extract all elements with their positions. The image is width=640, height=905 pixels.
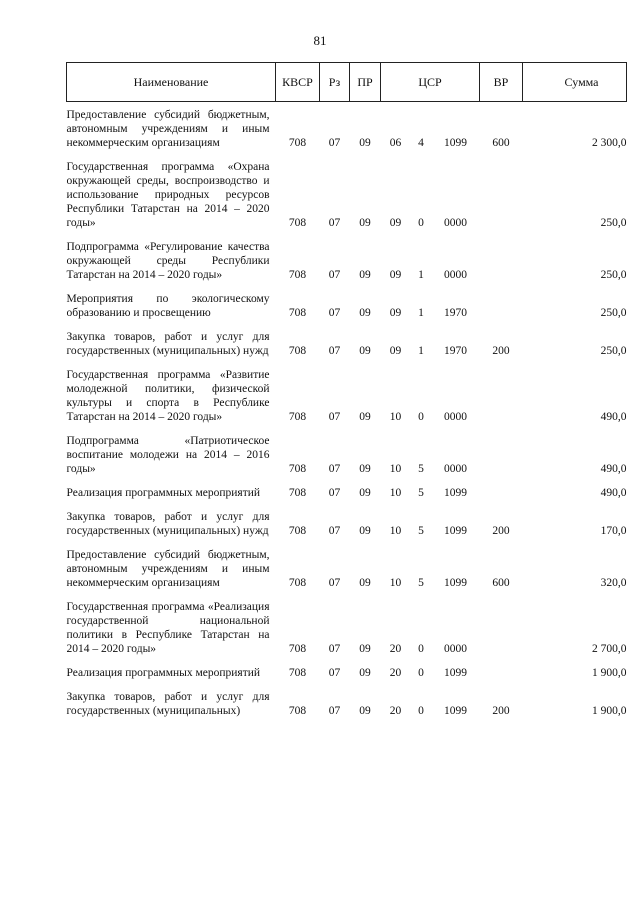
row-vr: 600 xyxy=(492,577,510,589)
table-row xyxy=(67,428,627,480)
row-pr: 09 xyxy=(359,345,371,357)
row-pr: 09 xyxy=(359,577,371,589)
row-vr xyxy=(480,362,523,428)
table-row xyxy=(67,362,627,428)
row-rz: 07 xyxy=(328,463,341,475)
table-header-row xyxy=(67,63,627,102)
row-sum: 1 900,0 xyxy=(592,667,627,679)
row-vr xyxy=(480,154,523,234)
row-csr-program: 09 xyxy=(389,307,402,319)
row-vr xyxy=(480,286,523,324)
row-csr-direction: 1099 xyxy=(444,577,467,589)
row-vr xyxy=(480,234,523,286)
row-vr: 600 xyxy=(492,137,510,149)
row-rz: 07 xyxy=(328,667,341,679)
row-kvsr: 708 xyxy=(288,525,307,537)
table-row xyxy=(67,594,627,660)
row-kvsr: 708 xyxy=(288,411,307,423)
row-csr-subprogram: 1 xyxy=(418,307,424,319)
table-row xyxy=(67,542,627,594)
row-csr-direction: 1099 xyxy=(444,487,467,499)
row-pr: 09 xyxy=(359,463,371,475)
row-vr: 200 xyxy=(492,705,510,717)
table-row xyxy=(67,102,627,155)
row-sum: 2 300,0 xyxy=(592,137,627,149)
header-name: Наименование xyxy=(67,63,276,102)
row-csr-subprogram: 1 xyxy=(418,269,424,281)
row-csr-direction: 1099 xyxy=(444,667,467,679)
row-rz: 07 xyxy=(328,217,341,229)
row-kvsr: 708 xyxy=(288,643,307,655)
row-pr: 09 xyxy=(359,487,371,499)
row-csr-direction: 0000 xyxy=(444,411,467,423)
row-name: Подпрограмма «Патриотическое воспитание молодежи на 2014 – 2016 годы» xyxy=(66,435,270,475)
row-name: Реализация программных мероприятий xyxy=(66,667,261,679)
row-name: Реализация программных мероприятий xyxy=(66,487,261,499)
row-kvsr: 708 xyxy=(288,667,307,679)
row-csr-subprogram: 5 xyxy=(418,525,424,537)
row-rz: 07 xyxy=(328,345,341,357)
row-sum: 490,0 xyxy=(600,463,627,475)
row-csr-direction: 0000 xyxy=(444,269,467,281)
row-kvsr: 708 xyxy=(288,577,307,589)
row-kvsr: 708 xyxy=(288,463,307,475)
row-pr: 09 xyxy=(359,705,371,717)
row-csr-program: 10 xyxy=(389,411,402,423)
row-pr: 09 xyxy=(359,411,371,423)
table-row xyxy=(67,684,627,722)
row-csr-subprogram: 5 xyxy=(418,463,424,475)
row-name: Предоставление субсидий бюджетным, автономным учреждениям и иным некоммерческим организациям xyxy=(66,109,270,149)
row-rz: 07 xyxy=(328,525,341,537)
row-sum: 490,0 xyxy=(600,411,627,423)
row-csr-direction: 1099 xyxy=(444,705,467,717)
row-name: Закупка товаров, работ и услуг для государственных (муниципальных) нужд xyxy=(66,511,270,537)
row-sum: 250,0 xyxy=(600,345,627,357)
row-rz: 07 xyxy=(328,137,341,149)
row-csr-program: 20 xyxy=(389,705,402,717)
table-row xyxy=(67,154,627,234)
row-csr-direction: 0000 xyxy=(444,463,467,475)
row-csr-subprogram: 0 xyxy=(418,705,424,717)
row-csr-program: 10 xyxy=(389,487,402,499)
row-csr-program: 09 xyxy=(389,345,402,357)
row-name: Мероприятия по экологическому образованию и просвещению xyxy=(66,293,270,319)
row-csr-subprogram: 0 xyxy=(418,643,424,655)
row-pr: 09 xyxy=(359,525,371,537)
table-row xyxy=(67,286,627,324)
row-name: Государственная программа «Охрана окружающей среды, воспроизводство и использование природных ресурсов Республики Татарстан на 2014 – 2020 годы» xyxy=(66,161,270,229)
row-sum: 490,0 xyxy=(600,487,627,499)
row-sum: 250,0 xyxy=(600,217,627,229)
header-csr: ЦСР xyxy=(381,63,480,102)
row-kvsr: 708 xyxy=(288,217,307,229)
row-csr-program: 10 xyxy=(389,525,402,537)
row-csr-subprogram: 5 xyxy=(418,487,424,499)
row-rz: 07 xyxy=(328,269,341,281)
header-rz: Рз xyxy=(320,63,350,102)
table-row xyxy=(67,660,627,684)
row-name: Государственная программа «Развитие молодежной политики, физической культуры и спорта в Республике Татарстан на 2014 – 2020 годы» xyxy=(66,369,270,423)
row-pr: 09 xyxy=(359,667,371,679)
row-csr-direction: 0000 xyxy=(444,217,467,229)
table-row xyxy=(67,234,627,286)
row-kvsr: 708 xyxy=(288,487,307,499)
row-csr-program: 06 xyxy=(389,137,402,149)
row-csr-program: 09 xyxy=(389,217,402,229)
row-sum: 2 700,0 xyxy=(592,643,627,655)
row-csr-direction: 1099 xyxy=(444,137,467,149)
row-csr-subprogram: 4 xyxy=(418,137,424,149)
row-name: Государственная программа «Реализация государственной национальной политики в Республике Татарстан на 2014 – 2020 годы» xyxy=(66,601,270,655)
row-vr xyxy=(480,428,523,480)
row-pr: 09 xyxy=(359,307,371,319)
row-rz: 07 xyxy=(328,643,341,655)
row-csr-program: 10 xyxy=(389,577,402,589)
row-kvsr: 708 xyxy=(288,705,307,717)
row-kvsr: 708 xyxy=(288,137,307,149)
row-csr-direction: 0000 xyxy=(444,643,467,655)
header-kvsr: КВСР xyxy=(276,63,320,102)
row-pr: 09 xyxy=(359,217,371,229)
row-csr-subprogram: 0 xyxy=(418,217,424,229)
row-pr: 09 xyxy=(359,269,371,281)
row-csr-program: 09 xyxy=(389,269,402,281)
table-row xyxy=(67,324,627,362)
header-sum: Сумма xyxy=(523,63,627,102)
row-rz: 07 xyxy=(328,411,341,423)
row-vr xyxy=(480,480,523,504)
row-csr-subprogram: 0 xyxy=(418,667,424,679)
row-sum: 250,0 xyxy=(600,269,627,281)
page-number: 81 xyxy=(313,33,327,48)
table-row xyxy=(67,480,627,504)
row-csr-subprogram: 1 xyxy=(418,345,424,357)
budget-table xyxy=(66,62,627,722)
row-kvsr: 708 xyxy=(288,345,307,357)
row-name: Предоставление субсидий бюджетным, автономным учреждениям и иным некоммерческим организациям xyxy=(66,549,270,589)
row-vr: 200 xyxy=(492,345,510,357)
row-rz: 07 xyxy=(328,705,341,717)
row-name: Закупка товаров, работ и услуг для государственных (муниципальных) нужд xyxy=(66,331,270,357)
table-body xyxy=(67,102,627,723)
row-vr: 200 xyxy=(492,525,510,537)
row-sum: 250,0 xyxy=(600,307,627,319)
row-rz: 07 xyxy=(328,487,341,499)
table-row xyxy=(67,504,627,542)
row-vr xyxy=(480,594,523,660)
row-csr-subprogram: 0 xyxy=(418,411,424,423)
row-sum: 1 900,0 xyxy=(592,705,627,717)
row-csr-program: 20 xyxy=(389,643,402,655)
row-rz: 07 xyxy=(328,307,341,319)
row-pr: 09 xyxy=(359,137,371,149)
row-sum: 320,0 xyxy=(600,577,627,589)
row-kvsr: 708 xyxy=(288,269,307,281)
row-vr xyxy=(480,660,523,684)
row-name: Закупка товаров, работ и услуг для государственных (муниципальных) xyxy=(66,691,270,717)
row-name: Подпрограмма «Регулирование качества окружающей среды Республики Татарстан на 2014 – 2020 годы» xyxy=(66,241,270,281)
header-pr: ПР xyxy=(350,63,381,102)
row-csr-program: 10 xyxy=(389,463,402,475)
header-vr: ВР xyxy=(480,63,523,102)
row-csr-subprogram: 5 xyxy=(418,577,424,589)
row-csr-direction: 1099 xyxy=(444,525,467,537)
row-csr-direction: 1970 xyxy=(444,345,467,357)
row-csr-direction: 1970 xyxy=(444,307,467,319)
row-rz: 07 xyxy=(328,577,341,589)
row-csr-program: 20 xyxy=(389,667,402,679)
row-sum: 170,0 xyxy=(600,525,627,537)
row-pr: 09 xyxy=(359,643,371,655)
row-kvsr: 708 xyxy=(288,307,307,319)
